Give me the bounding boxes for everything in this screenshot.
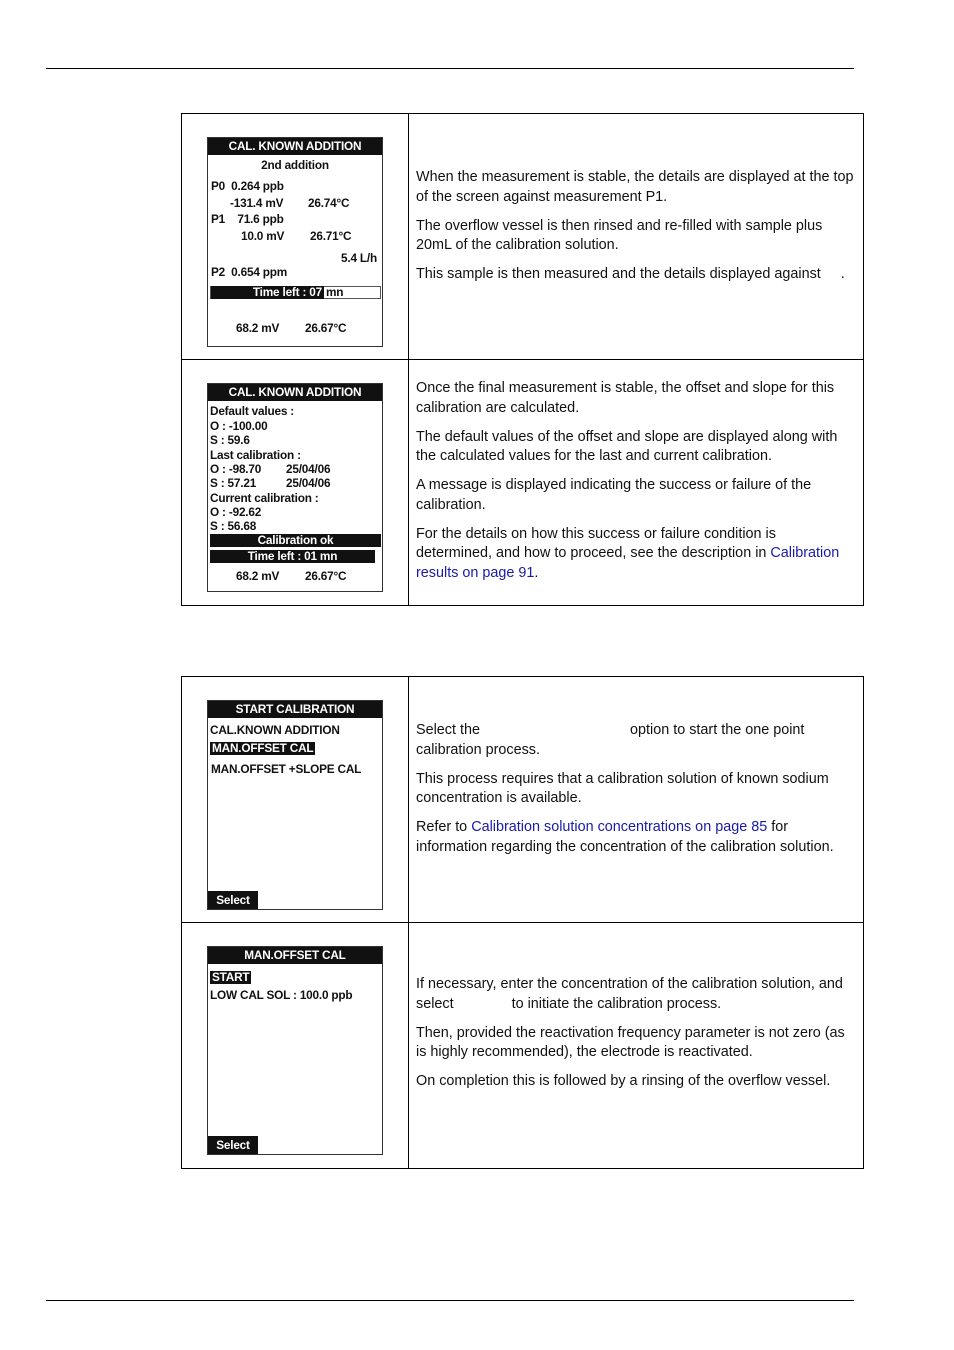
paragraph: The overflow vessel is then rinsed and re-filled with sample plus 20mL of the calibration solution. bbox=[416, 217, 823, 253]
p1-mv: 10.0 mV bbox=[241, 229, 285, 243]
default-values-label: Default values : bbox=[210, 404, 294, 418]
known-addition-table bbox=[181, 113, 864, 606]
paragraph: Then, provided the reactivation frequency parameter is not zero (as is highly recommended), the electrode is reactivated. bbox=[416, 1024, 845, 1060]
screen-cell bbox=[182, 677, 409, 923]
reading-temp: 26.67°C bbox=[305, 321, 347, 335]
time-left-bar: Time left : 07 bbox=[211, 286, 324, 299]
paragraph: This process requires that a calibration solution of known sodium concentration is available. bbox=[416, 770, 829, 806]
paragraph-text: If necessary, enter the concentration of the calibration solution, and select bbox=[416, 976, 843, 1012]
reading-mv: 68.2 mV bbox=[236, 321, 280, 335]
reading-mv: 68.2 mV bbox=[236, 569, 280, 583]
start-option[interactable]: START bbox=[212, 970, 250, 984]
description-cell bbox=[409, 923, 864, 1169]
menu-item-man-offset-cal[interactable]: MAN.OFFSET CAL bbox=[212, 741, 314, 755]
description-cell bbox=[409, 114, 864, 360]
lcd-screen-calibration-result bbox=[207, 383, 383, 592]
calibration-status-bar: Calibration ok bbox=[210, 534, 381, 547]
screen-cell bbox=[182, 923, 409, 1169]
paragraph bbox=[416, 525, 855, 584]
screen-cell bbox=[182, 114, 409, 360]
paragraph-end: . bbox=[534, 564, 539, 581]
time-left-field bbox=[210, 286, 381, 299]
last-slope-date: 25/04/06 bbox=[286, 476, 331, 490]
table-row bbox=[182, 360, 864, 606]
screen-title: CAL. KNOWN ADDITION bbox=[208, 384, 382, 401]
last-slope: S : 57.21 bbox=[210, 476, 257, 490]
footer-rule bbox=[46, 1300, 854, 1301]
last-offset: O : -98.70 bbox=[210, 462, 262, 476]
p1-value: P1 71.6 ppb bbox=[211, 212, 284, 226]
paragraph bbox=[416, 818, 855, 857]
p1-temp: 26.71°C bbox=[310, 229, 352, 243]
description-text bbox=[416, 975, 855, 1101]
paragraph-text: to initiate the calibration process. bbox=[511, 995, 722, 1012]
current-offset: O : -92.62 bbox=[210, 505, 262, 519]
current-slope: S : 56.68 bbox=[210, 519, 257, 533]
screen-title: MAN.OFFSET CAL bbox=[208, 947, 382, 964]
manual-offset-table bbox=[181, 676, 864, 1169]
menu-item-known-addition[interactable]: CAL.KNOWN ADDITION bbox=[210, 723, 340, 737]
paragraph-text: option to start the one point calibration process. bbox=[416, 722, 805, 758]
screen-title: CAL. KNOWN ADDITION bbox=[208, 138, 382, 155]
paragraph-text: for information regarding the concentration of the calibration solution. bbox=[416, 819, 834, 855]
p0-mv: -131.4 mV bbox=[230, 196, 284, 210]
lcd-screen-man-offset-cal bbox=[207, 946, 383, 1155]
table-row bbox=[182, 923, 864, 1169]
calibration-results-link[interactable]: Calibration results on page 91 bbox=[416, 545, 840, 581]
last-calibration-label: Last calibration : bbox=[210, 448, 301, 462]
paragraph bbox=[416, 265, 855, 285]
paragraph-text: Select the bbox=[416, 722, 480, 738]
paragraph: The default values of the offset and slope are displayed along with the calculated values for the last and current calibration. bbox=[416, 428, 838, 464]
description-cell bbox=[409, 677, 864, 923]
time-left-bar: Time left : 01 mn bbox=[210, 550, 375, 563]
paragraph: When the measurement is stable, the details are displayed at the top of the screen against measurement P1. bbox=[416, 169, 854, 205]
description-text bbox=[416, 168, 855, 294]
reading-temp: 26.67°C bbox=[305, 569, 347, 583]
screen-subtitle: 2nd addition bbox=[261, 158, 329, 172]
paragraph bbox=[416, 721, 855, 760]
description-cell bbox=[409, 360, 864, 606]
paragraph-text: Refer to bbox=[416, 819, 468, 835]
select-softkey[interactable]: Select bbox=[208, 1136, 258, 1154]
time-left-unit: mn bbox=[326, 285, 344, 299]
select-softkey[interactable]: Select bbox=[208, 891, 258, 909]
lcd-screen-start-calibration bbox=[207, 700, 383, 910]
paragraph: On completion this is followed by a rinsing of the overflow vessel. bbox=[416, 1073, 831, 1089]
table-row bbox=[182, 114, 864, 360]
description-text bbox=[416, 721, 855, 867]
paragraph: A message is displayed indicating the success or failure of the calibration. bbox=[416, 477, 812, 513]
paragraph-text: This sample is then measured and the details displayed against bbox=[416, 266, 821, 282]
header-rule bbox=[46, 68, 854, 69]
flow-rate: 5.4 L/h bbox=[341, 251, 377, 265]
lcd-screen-second-addition bbox=[207, 137, 383, 347]
p2-value: P2 0.654 ppm bbox=[211, 265, 288, 279]
paragraph: Once the final measurement is stable, the offset and slope for this calibration are calculated. bbox=[416, 380, 835, 416]
p0-value: P0 0.264 ppb bbox=[211, 179, 284, 193]
paragraph-text: For the details on how this success or failure condition is determined, and how to proceed, see the description in bbox=[416, 525, 776, 561]
menu-item-man-offset-slope-cal[interactable]: MAN.OFFSET +SLOPE CAL bbox=[211, 762, 362, 776]
calibration-solution-link[interactable]: Calibration solution concentrations on page 85 bbox=[471, 819, 768, 835]
last-offset-date: 25/04/06 bbox=[286, 462, 331, 476]
description-text bbox=[416, 379, 855, 593]
paragraph-end: . bbox=[840, 266, 845, 282]
default-slope: S : 59.6 bbox=[210, 433, 250, 447]
screen-cell bbox=[182, 360, 409, 606]
low-cal-sol-field[interactable]: LOW CAL SOL : 100.0 ppb bbox=[210, 988, 353, 1002]
p0-temp: 26.74°C bbox=[308, 196, 350, 210]
current-calibration-label: Current calibration : bbox=[210, 491, 319, 505]
table-row bbox=[182, 677, 864, 923]
screen-title: START CALIBRATION bbox=[208, 701, 382, 718]
default-offset: O : -100.00 bbox=[210, 419, 268, 433]
paragraph bbox=[416, 975, 855, 1014]
